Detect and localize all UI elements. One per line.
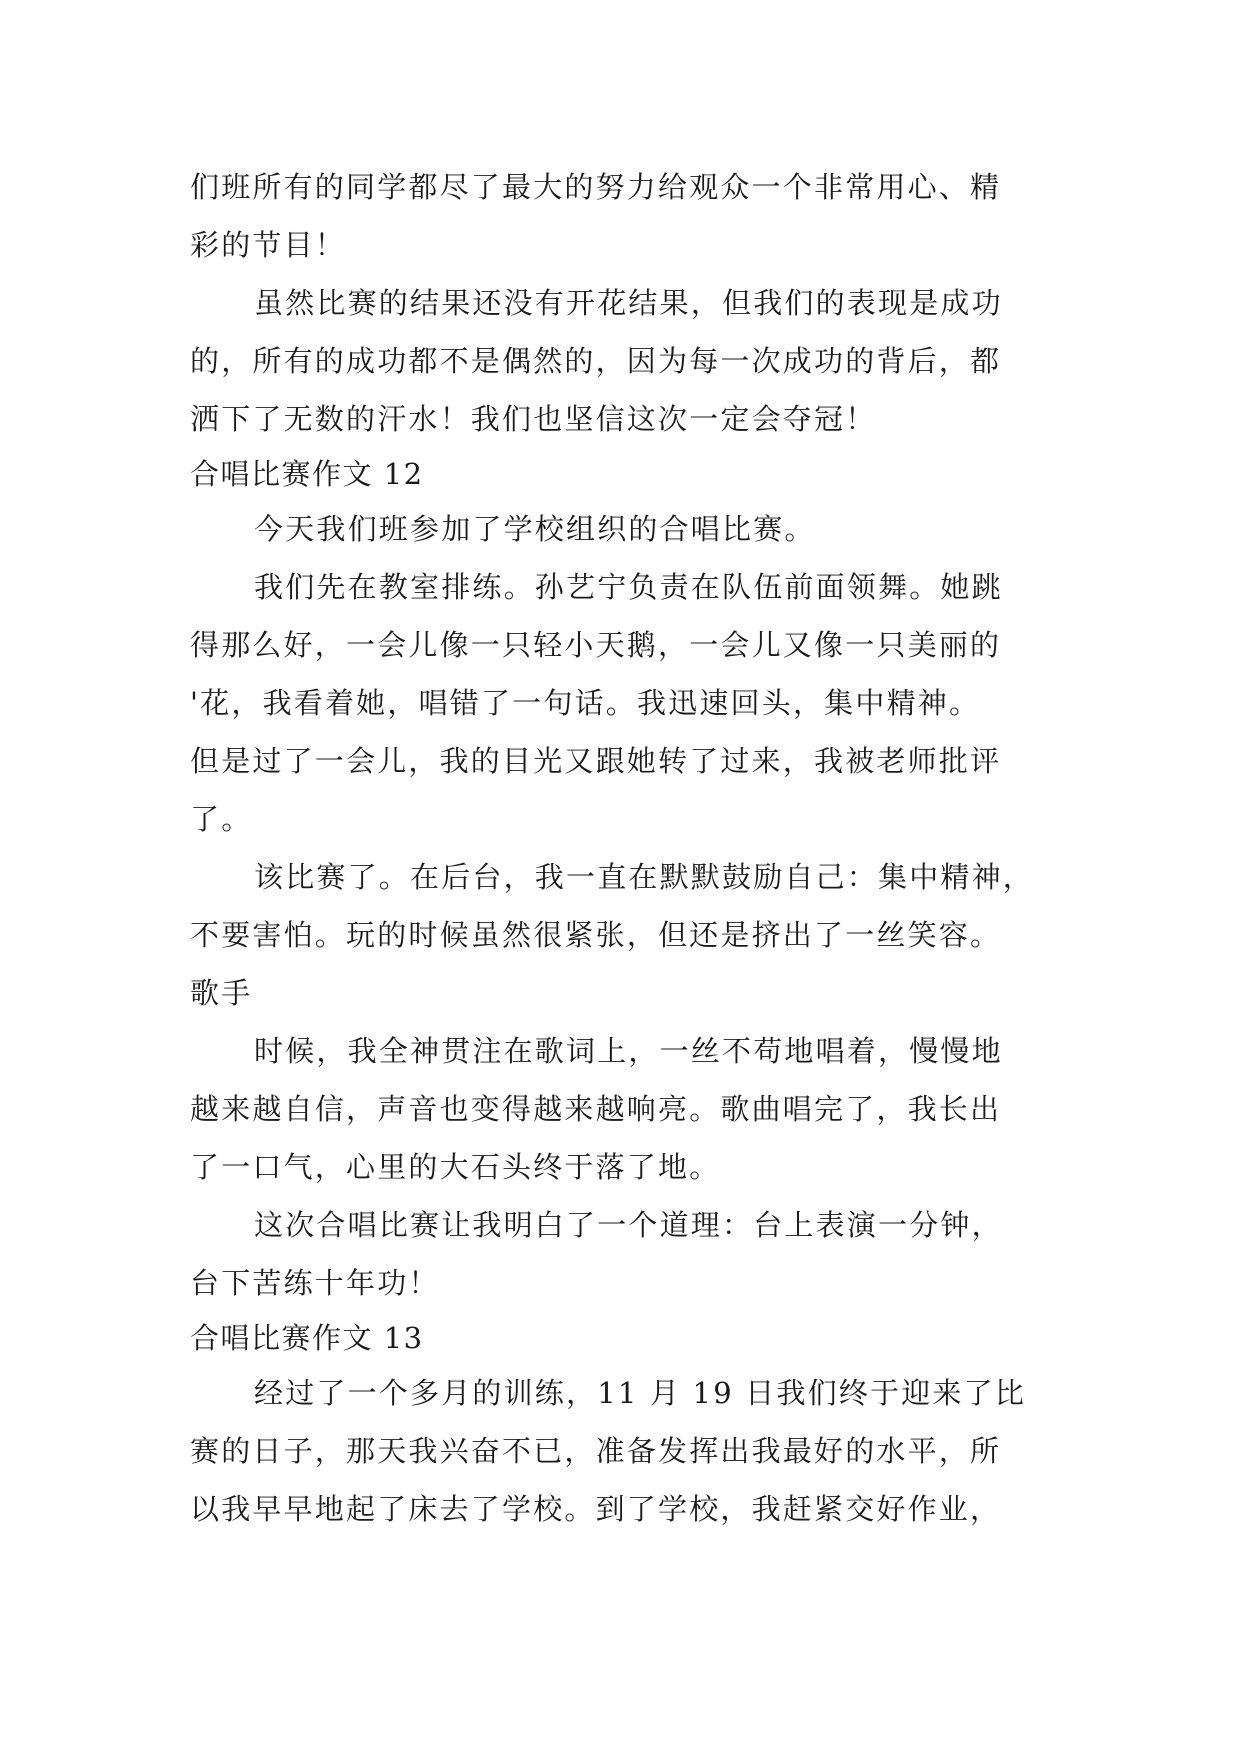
text-line: 了。 [190, 802, 253, 836]
paragraph-start-line: 今天我们班参加了学校组织的合唱比赛。 [254, 512, 816, 546]
text-line: 台下苦练十年功！ [190, 1266, 440, 1300]
text-line: 了一口气，心里的大石头终于落了地。 [190, 1150, 721, 1184]
text-line: 们班所有的同学都尽了最大的努力给观众一个非常用心、精 [190, 170, 1002, 204]
section-heading: 合唱比赛作文 13 [190, 1321, 424, 1355]
text-line: 得那么好，一会儿像一只轻小天鹅，一会儿又像一只美丽的 [190, 628, 1002, 662]
text-line: '花，我看着她，唱错了一句话。我迅速回头，集中精神。 [190, 686, 981, 720]
paragraph-start-line: 时候，我全神贯注在歌词上，一丝不苟地唱着，慢慢地 [254, 1034, 1003, 1068]
text-line: 的，所有的成功都不是偶然的，因为每一次成功的背后，都 [190, 344, 1002, 378]
text-line: 以我早早地起了床去了学校。到了学校，我赶紧交好作业， [190, 1492, 1002, 1526]
paragraph-start-line: 经过了一个多月的训练，11 月 19 日我们终于迎来了比 [254, 1376, 1027, 1410]
text-line: 赛的日子，那天我兴奋不已，准备发挥出我最好的水平，所 [190, 1434, 1002, 1468]
text-line: 歌手 [190, 976, 253, 1010]
document-body [190, 158, 1050, 1538]
paragraph-start-line: 虽然比赛的结果还没有开花结果，但我们的表现是成功 [254, 286, 1003, 320]
section-heading: 合唱比赛作文 12 [190, 457, 424, 491]
paragraph-start-line: 这次合唱比赛让我明白了一个道理：台上表演一分钟， [254, 1208, 1003, 1242]
text-line: 彩的节目！ [190, 228, 347, 262]
text-line: 越来越自信，声音也变得越来越响亮。歌曲唱完了，我长出 [190, 1092, 1002, 1126]
text-line: 不要害怕。玩的时候虽然很紧张，但还是挤出了一丝笑容。 [190, 918, 1002, 952]
text-line: 但是过了一会儿，我的目光又跟她转了过来，我被老师批评 [190, 744, 1002, 778]
paragraph-start-line: 该比赛了。在后台，我一直在默默鼓励自己：集中精神， [254, 860, 1035, 894]
text-line: 洒下了无数的汗水！我们也坚信这次一定会夺冠！ [190, 402, 877, 436]
paragraph-start-line: 我们先在教室排练。孙艺宁负责在队伍前面领舞。她跳 [254, 570, 1003, 604]
